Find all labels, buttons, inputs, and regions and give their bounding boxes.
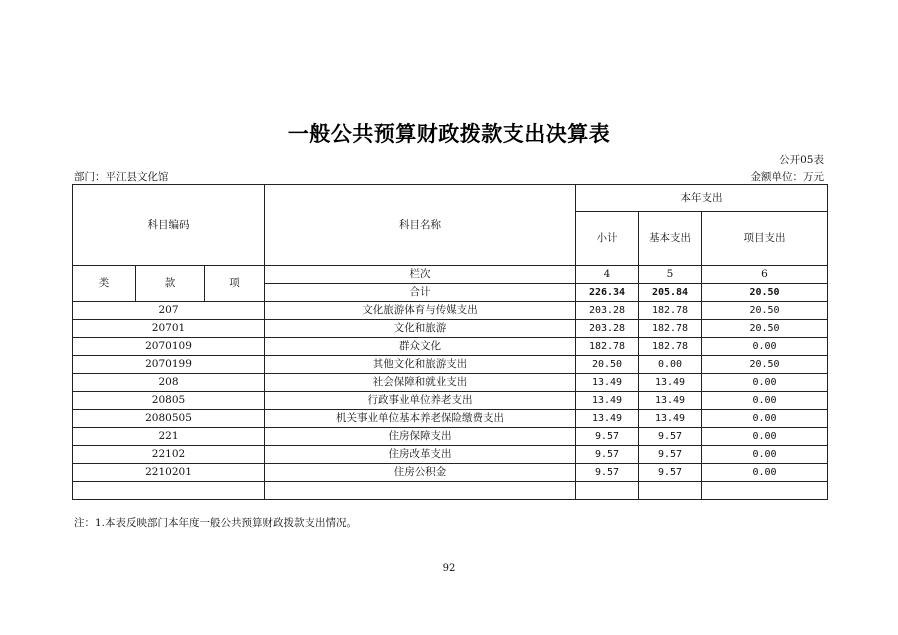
row-subtotal: 13.49 bbox=[576, 374, 639, 392]
row-subtotal: 182.78 bbox=[576, 338, 639, 356]
row-code: 20701 bbox=[73, 320, 265, 338]
row-code: 20805 bbox=[73, 392, 265, 410]
row-project: 0.00 bbox=[702, 428, 828, 446]
row-code: 221 bbox=[73, 428, 265, 446]
header-subject-code: 科目编码 bbox=[73, 185, 265, 266]
row-basic: 13.49 bbox=[639, 374, 702, 392]
header-this-year: 本年支出 bbox=[576, 185, 828, 212]
unit-label: 金额单位：万元 bbox=[750, 171, 824, 183]
total-subtotal: 226.34 bbox=[576, 284, 639, 302]
department-label: 部门：平江县文化馆 bbox=[74, 171, 169, 183]
header-subtotal: 小计 bbox=[576, 212, 639, 266]
row-project: 20.50 bbox=[702, 320, 828, 338]
page-title: 一般公共预算财政拨款支出决算表 bbox=[287, 122, 611, 146]
row-code: 208 bbox=[73, 374, 265, 392]
empty-row bbox=[73, 482, 828, 500]
empty-cell bbox=[639, 482, 702, 500]
total-project: 20.50 bbox=[702, 284, 828, 302]
row-subtotal: 203.28 bbox=[576, 302, 639, 320]
row-code: 22102 bbox=[73, 446, 265, 464]
empty-cell bbox=[576, 482, 639, 500]
header-kuan: 款 bbox=[136, 266, 205, 302]
row-basic: 9.57 bbox=[639, 446, 702, 464]
empty-cell bbox=[265, 482, 576, 500]
row-name: 机关事业单位基本养老保险缴费支出 bbox=[265, 410, 576, 428]
row-basic: 13.49 bbox=[639, 410, 702, 428]
table-row bbox=[73, 356, 828, 374]
total-basic: 205.84 bbox=[639, 284, 702, 302]
row-subtotal: 13.49 bbox=[576, 410, 639, 428]
row-project: 20.50 bbox=[702, 302, 828, 320]
row-project: 0.00 bbox=[702, 464, 828, 482]
row-project: 0.00 bbox=[702, 392, 828, 410]
row-subtotal: 9.57 bbox=[576, 464, 639, 482]
header-subject-name: 科目名称 bbox=[265, 185, 576, 266]
expenditure-table bbox=[72, 184, 828, 500]
row-project: 0.00 bbox=[702, 374, 828, 392]
row-code: 2080505 bbox=[73, 410, 265, 428]
row-subtotal: 9.57 bbox=[576, 428, 639, 446]
column-number-6: 6 bbox=[702, 266, 828, 284]
header-basic: 基本支出 bbox=[639, 212, 702, 266]
header-lei: 类 bbox=[73, 266, 136, 302]
row-code: 2070199 bbox=[73, 356, 265, 374]
total-label: 合计 bbox=[265, 284, 576, 302]
header-xiang: 项 bbox=[205, 266, 265, 302]
empty-cell bbox=[73, 482, 265, 500]
table-code: 公开05表 bbox=[779, 154, 824, 166]
row-project: 0.00 bbox=[702, 338, 828, 356]
table-row bbox=[73, 428, 828, 446]
table-row bbox=[73, 446, 828, 464]
row-name: 群众文化 bbox=[265, 338, 576, 356]
row-subtotal: 203.28 bbox=[576, 320, 639, 338]
row-code: 2210201 bbox=[73, 464, 265, 482]
page-number: 92 bbox=[442, 563, 456, 574]
row-name: 住房公积金 bbox=[265, 464, 576, 482]
row-basic: 9.57 bbox=[639, 428, 702, 446]
row-name: 文化旅游体育与传媒支出 bbox=[265, 302, 576, 320]
row-project: 20.50 bbox=[702, 356, 828, 374]
row-name: 行政事业单位养老支出 bbox=[265, 392, 576, 410]
table-row bbox=[73, 374, 828, 392]
table-row bbox=[73, 464, 828, 482]
row-subtotal: 20.50 bbox=[576, 356, 639, 374]
row-name: 住房改革支出 bbox=[265, 446, 576, 464]
table-row bbox=[73, 320, 828, 338]
header-row-1 bbox=[73, 185, 828, 212]
table-row bbox=[73, 410, 828, 428]
row-name: 文化和旅游 bbox=[265, 320, 576, 338]
row-code: 207 bbox=[73, 302, 265, 320]
row-basic: 182.78 bbox=[639, 320, 702, 338]
column-order-row bbox=[73, 266, 828, 284]
table-row bbox=[73, 302, 828, 320]
row-name: 其他文化和旅游支出 bbox=[265, 356, 576, 374]
row-code: 2070109 bbox=[73, 338, 265, 356]
empty-cell bbox=[702, 482, 828, 500]
footnote: 注：1.本表反映部门本年度一般公共预算财政拨款支出情况。 bbox=[74, 517, 358, 529]
row-basic: 182.78 bbox=[639, 338, 702, 356]
row-project: 0.00 bbox=[702, 410, 828, 428]
column-number-4: 4 bbox=[576, 266, 639, 284]
row-basic: 182.78 bbox=[639, 302, 702, 320]
row-basic: 13.49 bbox=[639, 392, 702, 410]
row-subtotal: 9.57 bbox=[576, 446, 639, 464]
row-name: 社会保障和就业支出 bbox=[265, 374, 576, 392]
header-project: 项目支出 bbox=[702, 212, 828, 266]
row-basic: 9.57 bbox=[639, 464, 702, 482]
table-row bbox=[73, 338, 828, 356]
row-name: 住房保障支出 bbox=[265, 428, 576, 446]
row-subtotal: 13.49 bbox=[576, 392, 639, 410]
column-order-label: 栏次 bbox=[265, 266, 576, 284]
row-basic: 0.00 bbox=[639, 356, 702, 374]
column-number-5: 5 bbox=[639, 266, 702, 284]
row-project: 0.00 bbox=[702, 446, 828, 464]
table-row bbox=[73, 392, 828, 410]
